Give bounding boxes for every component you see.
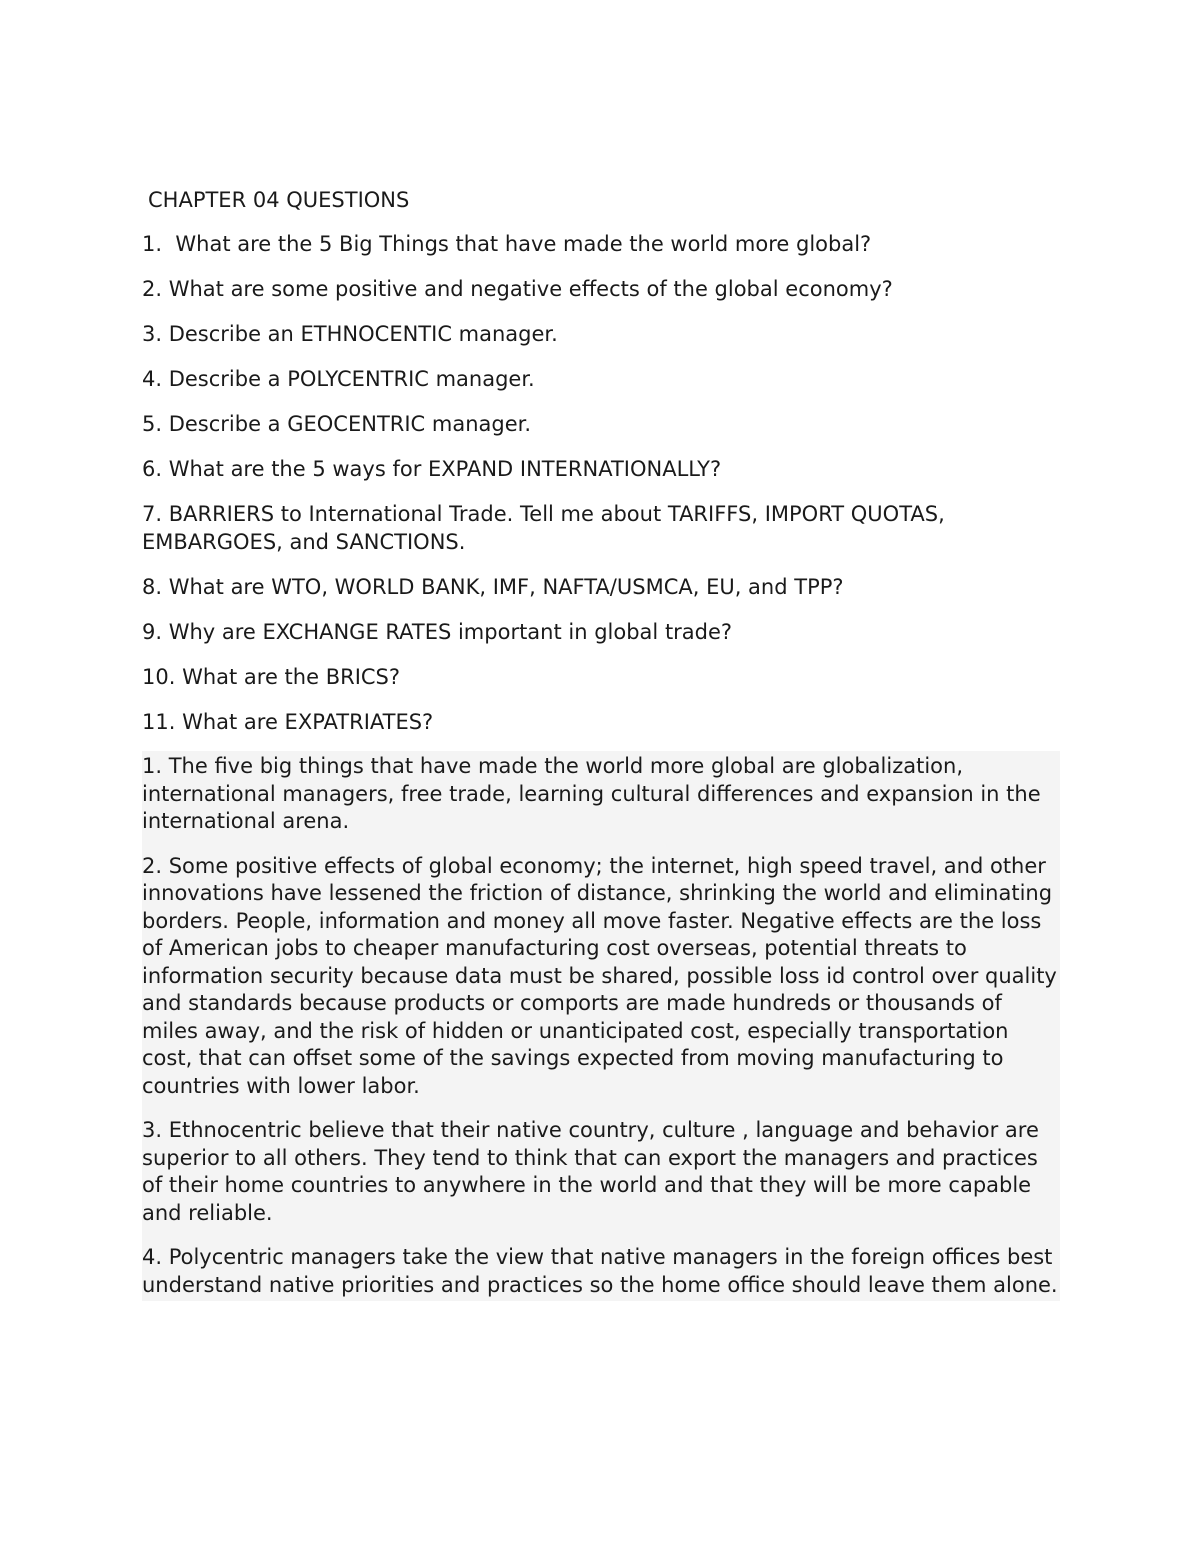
- question-item: 10. What are the BRICS?: [142, 665, 401, 689]
- answer-item: 3. Ethnocentric believe that their native country, culture , language and behavior are superior to all others. They tend to think that can export the managers and practices of their home countries to anywhere in the world and that they will be more capable and reliable.: [142, 1118, 1039, 1225]
- answer-item: 1. The five big things that have made the world more global are globalization, international managers, free trade, learning cultural differences and expansion in the international arena.: [142, 754, 1041, 833]
- question-item: 11. What are EXPATRIATES?: [142, 710, 434, 734]
- question-item: 3. Describe an ETHNOCENTIC manager.: [142, 322, 558, 346]
- answer-item: 2. Some positive effects of global economy; the internet, high speed travel, and other innovations have lessened the friction of distance, shrinking the world and eliminating borders. People, information and money all move faster. Negative effects are the loss of American jobs to cheaper manufacturing cost overseas, potential threats to information security because data must be shared, possible loss id control over quality and standards because products or comports are made hundreds or thousands of miles away, and the risk of hidden or unanticipated cost, especially transportation cost, that can offset some of the savings expected from moving manufacturing to countries with lower labor.: [142, 853, 1057, 1098]
- question-item: 8. What are WTO, WORLD BANK, IMF, NAFTA/USMCA, EU, and TPP?: [142, 575, 844, 599]
- question-list: [142, 230, 1060, 736]
- question-item: 5. Describe a GEOCENTRIC manager.: [142, 412, 532, 436]
- question-item: 7. BARRIERS to International Trade. Tell me about TARIFFS, IMPORT QUOTAS, EMBARGOES, and SANCTIONS.: [142, 502, 952, 554]
- question-item: 2. What are some positive and negative effects of the global economy?: [142, 277, 893, 301]
- answer-item: 4. Polycentric managers take the view that native managers in the foreign offices best understand native priorities and practices so the home office should leave them alone.: [142, 1245, 1058, 1297]
- answer-block: [142, 751, 1060, 1301]
- chapter-heading: CHAPTER 04 QUESTIONS: [148, 188, 410, 212]
- question-item: 9. Why are EXCHANGE RATES important in global trade?: [142, 620, 733, 644]
- question-item: 6. What are the 5 ways for EXPAND INTERNATIONALLY?: [142, 457, 722, 481]
- question-item: 4. Describe a POLYCENTRIC manager.: [142, 367, 535, 391]
- document-page: [142, 186, 1060, 1301]
- question-item: 1. What are the 5 Big Things that have made the world more global?: [142, 232, 872, 256]
